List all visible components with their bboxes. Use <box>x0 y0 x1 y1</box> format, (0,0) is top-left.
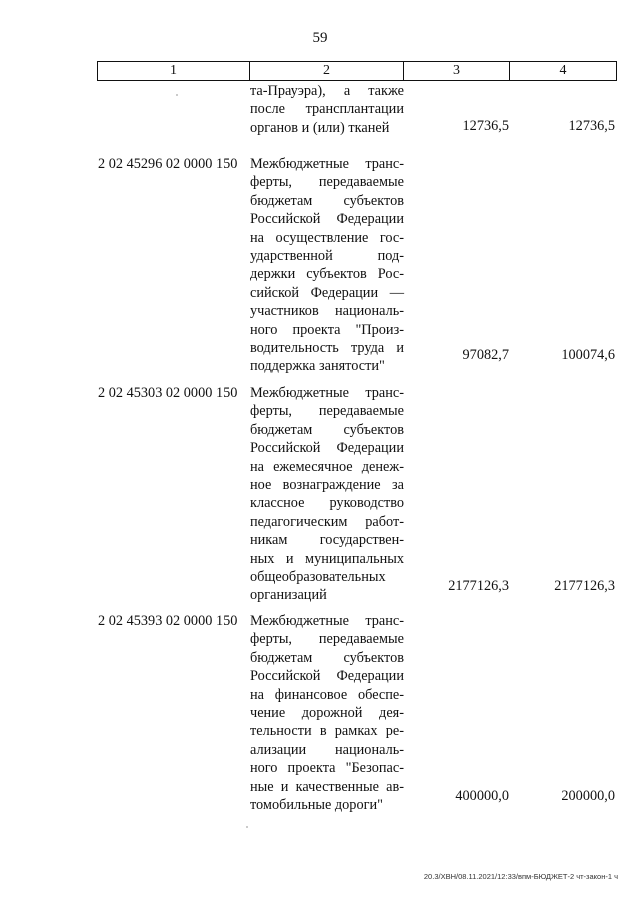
row-description <box>250 384 404 605</box>
description-line: на осуществление гос- <box>250 229 404 246</box>
description-line: Межбюджетные транс- <box>250 385 404 401</box>
page-number: 59 <box>312 30 328 46</box>
description-line: Российской Федерации <box>250 440 404 457</box>
description-line: поддержка занятости" <box>250 358 385 375</box>
row-description <box>250 82 404 137</box>
column-header-1: 1 <box>98 62 250 81</box>
scan-speck <box>176 94 178 96</box>
description-line: та-Прауэра), а также <box>250 83 404 99</box>
description-line: ударственной под- <box>250 247 404 264</box>
row-description <box>250 155 404 376</box>
column-header-3: 3 <box>404 62 510 81</box>
row-description <box>250 612 404 814</box>
description-line: классное руководство <box>250 495 404 512</box>
description-line: Межбюджетные транс- <box>250 156 404 172</box>
description-line: ферты, передаваемые <box>250 403 404 420</box>
column-header-row <box>98 62 617 81</box>
description-line: ного проекта "Безопас- <box>250 760 404 777</box>
column-header-4: 4 <box>510 62 617 81</box>
description-line: никам государствен- <box>250 532 404 549</box>
description-line: бюджетам субъектов <box>250 649 404 666</box>
description-line: тельности в рамках ре- <box>250 723 404 740</box>
row-code: 2 02 45393 02 0000 150 <box>98 613 238 629</box>
row-value-col3: 400000,0 <box>455 788 509 804</box>
description-line: ного проекта "Произ- <box>250 321 404 338</box>
description-line: на ежемесячное денеж- <box>250 458 404 475</box>
description-line: Российской Федерации <box>250 668 404 685</box>
description-line: органов и (или) тканей <box>250 119 390 136</box>
scan-speck <box>246 826 248 828</box>
description-line: ферты, передаваемые <box>250 631 404 648</box>
description-line: сийской Федерации — <box>250 284 404 301</box>
row-code: 2 02 45303 02 0000 150 <box>98 385 238 401</box>
description-line: Межбюджетные транс- <box>250 613 404 629</box>
description-line: организаций <box>250 587 327 604</box>
column-header-2: 2 <box>250 62 404 81</box>
row-value-col4: 100074,6 <box>561 347 615 363</box>
column-header-table <box>97 61 617 81</box>
description-line: ферты, передаваемые <box>250 174 404 191</box>
description-line: ное вознаграждение за <box>250 476 404 493</box>
description-line: ализации националь- <box>250 741 404 758</box>
footer-stamp: 20.3/ХВН/08.11.2021/12:33/впм-БЮДЖЕТ-2 чт-закон-1 ч <box>423 872 618 881</box>
description-line: томобильные дороги" <box>250 796 383 813</box>
row-code: 2 02 45296 02 0000 150 <box>98 156 238 172</box>
description-line: Российской Федерации <box>250 211 404 228</box>
row-value-col4: 200000,0 <box>561 788 615 804</box>
description-line: педагогическим работ- <box>250 513 404 530</box>
description-line: держки субъектов Рос- <box>250 266 404 283</box>
description-line: чение дорожной дея- <box>250 704 404 721</box>
row-value-col3: 2177126,3 <box>448 578 509 594</box>
description-line: бюджетам субъектов <box>250 421 404 438</box>
description-line: бюджетам субъектов <box>250 192 404 209</box>
description-line: на финансовое обеспе- <box>250 686 404 703</box>
row-value-col4: 12736,5 <box>568 118 615 134</box>
description-line: водительность труда и <box>250 339 404 356</box>
row-value-col3: 12736,5 <box>462 118 509 134</box>
description-line: участников националь- <box>250 303 404 320</box>
description-line: общеобразовательных <box>250 568 386 585</box>
description-line: ные и качественные ав- <box>250 778 404 795</box>
row-value-col4: 2177126,3 <box>554 578 615 594</box>
description-line: ных и муниципальных <box>250 550 404 567</box>
description-line: после трансплантации <box>250 101 404 118</box>
row-value-col3: 97082,7 <box>462 347 509 363</box>
